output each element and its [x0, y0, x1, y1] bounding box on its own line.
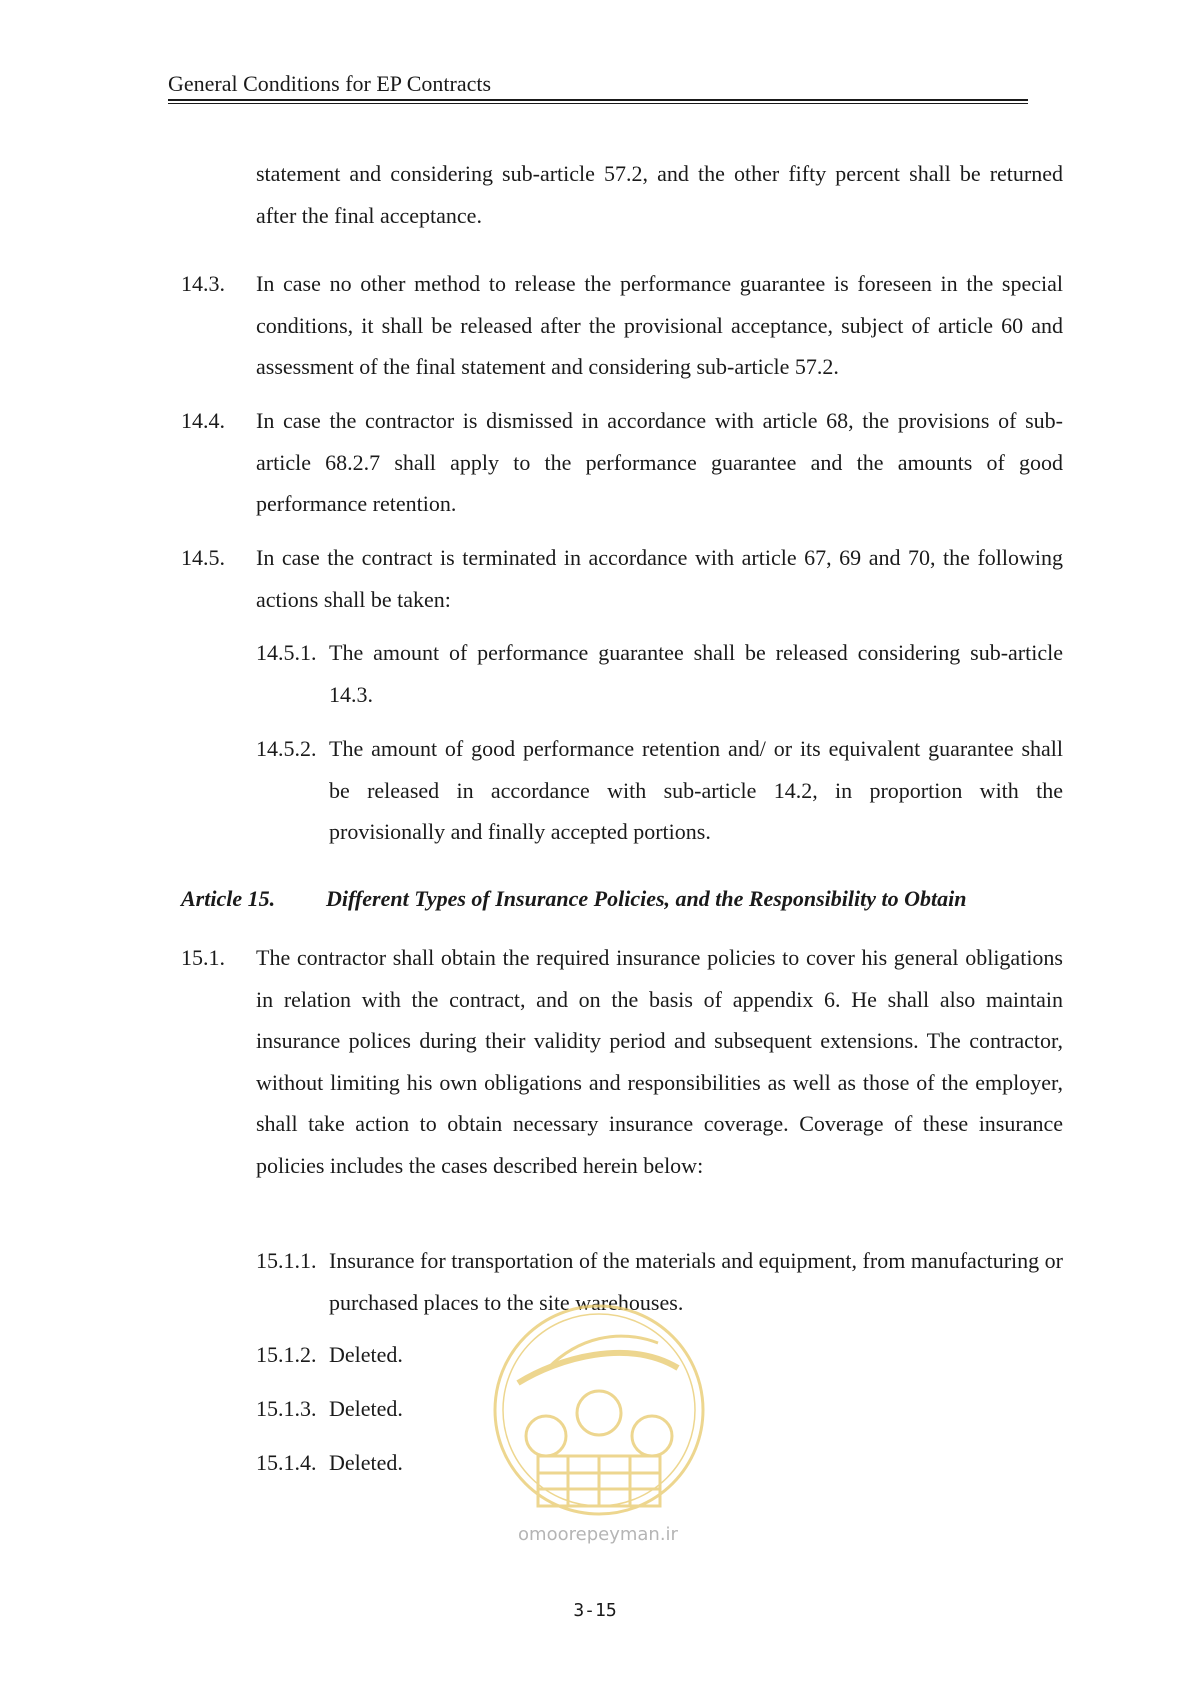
- watermark-seal-icon: [488, 1298, 710, 1538]
- clause-text-15-1-1: Insurance for transportation of the materials and equipment, from manufacturing or purchased places to the site warehouses.: [329, 1248, 1063, 1315]
- clause-number-14-4: 14.4.: [181, 408, 225, 433]
- clause-number-14-3: 14.3.: [181, 271, 225, 296]
- page-number: 3-15: [573, 1600, 617, 1621]
- clause-number-14-5-1: 14.5.1.: [256, 640, 317, 665]
- clause-text-14-4: In case the contractor is dismissed in accordance with article 68, the provisions of sub-article 68.2.7 shall apply to the performance guarantee and the amounts of good performance retention.: [256, 408, 1063, 516]
- clause-number-14-5: 14.5.: [181, 545, 225, 570]
- article-15-title: Different Types of Insurance Policies, and the Responsibility to Obtain: [326, 886, 967, 911]
- clause-text-14-5-2: The amount of good performance retention and/ or its equivalent guarantee shall be released in accordance with sub-article 14.2, in proportion with the provisionally and finally accepted portions.: [329, 736, 1063, 844]
- clause-number-15-1: 15.1.: [181, 945, 225, 970]
- page-header-title: General Conditions for EP Contracts: [168, 71, 492, 96]
- clause-number-15-1-3: 15.1.3.: [256, 1396, 317, 1421]
- clause-text-15-1-2: Deleted.: [329, 1342, 403, 1367]
- paragraph-continuation: statement and considering sub-article 57.2, and the other fifty percent shall be returned after the final acceptance.: [256, 161, 1063, 228]
- clause-text-14-5: In case the contract is terminated in accordance with article 67, 69 and 70, the following actions shall be taken:: [256, 545, 1063, 612]
- clause-text-14-3: In case no other method to release the performance guarantee is foreseen in the special conditions, it shall be released after the provisional acceptance, subject of article 60 and assessment of the final statement and considering sub-article 57.2.: [256, 271, 1063, 379]
- clause-number-15-1-2: 15.1.2.: [256, 1342, 317, 1367]
- header-rule: [168, 99, 1028, 101]
- clause-number-15-1-4: 15.1.4.: [256, 1450, 317, 1475]
- clause-text-15-1-3: Deleted.: [329, 1396, 403, 1421]
- header-rule-thin: [168, 103, 1028, 104]
- clause-number-14-5-2: 14.5.2.: [256, 736, 317, 761]
- clause-text-14-5-1: The amount of performance guarantee shall be released considering sub-article 14.3.: [329, 640, 1063, 707]
- clause-number-15-1-1: 15.1.1.: [256, 1248, 317, 1273]
- clause-text-15-1: The contractor shall obtain the required insurance policies to cover his general obligations in relation with the contract, and on the basis of appendix 6. He shall also maintain insurance polices during their validity period and subsequent extensions. The contractor, without limiting his own obligations and responsibilities as well as those of the employer, shall take action to obtain necessary insurance coverage. Coverage of these insurance policies includes the cases described herein below:: [256, 945, 1063, 1178]
- clause-text-15-1-4: Deleted.: [329, 1450, 403, 1475]
- article-15-label: Article 15.: [181, 886, 276, 911]
- watermark-url: omoorepeyman.ir: [518, 1524, 678, 1545]
